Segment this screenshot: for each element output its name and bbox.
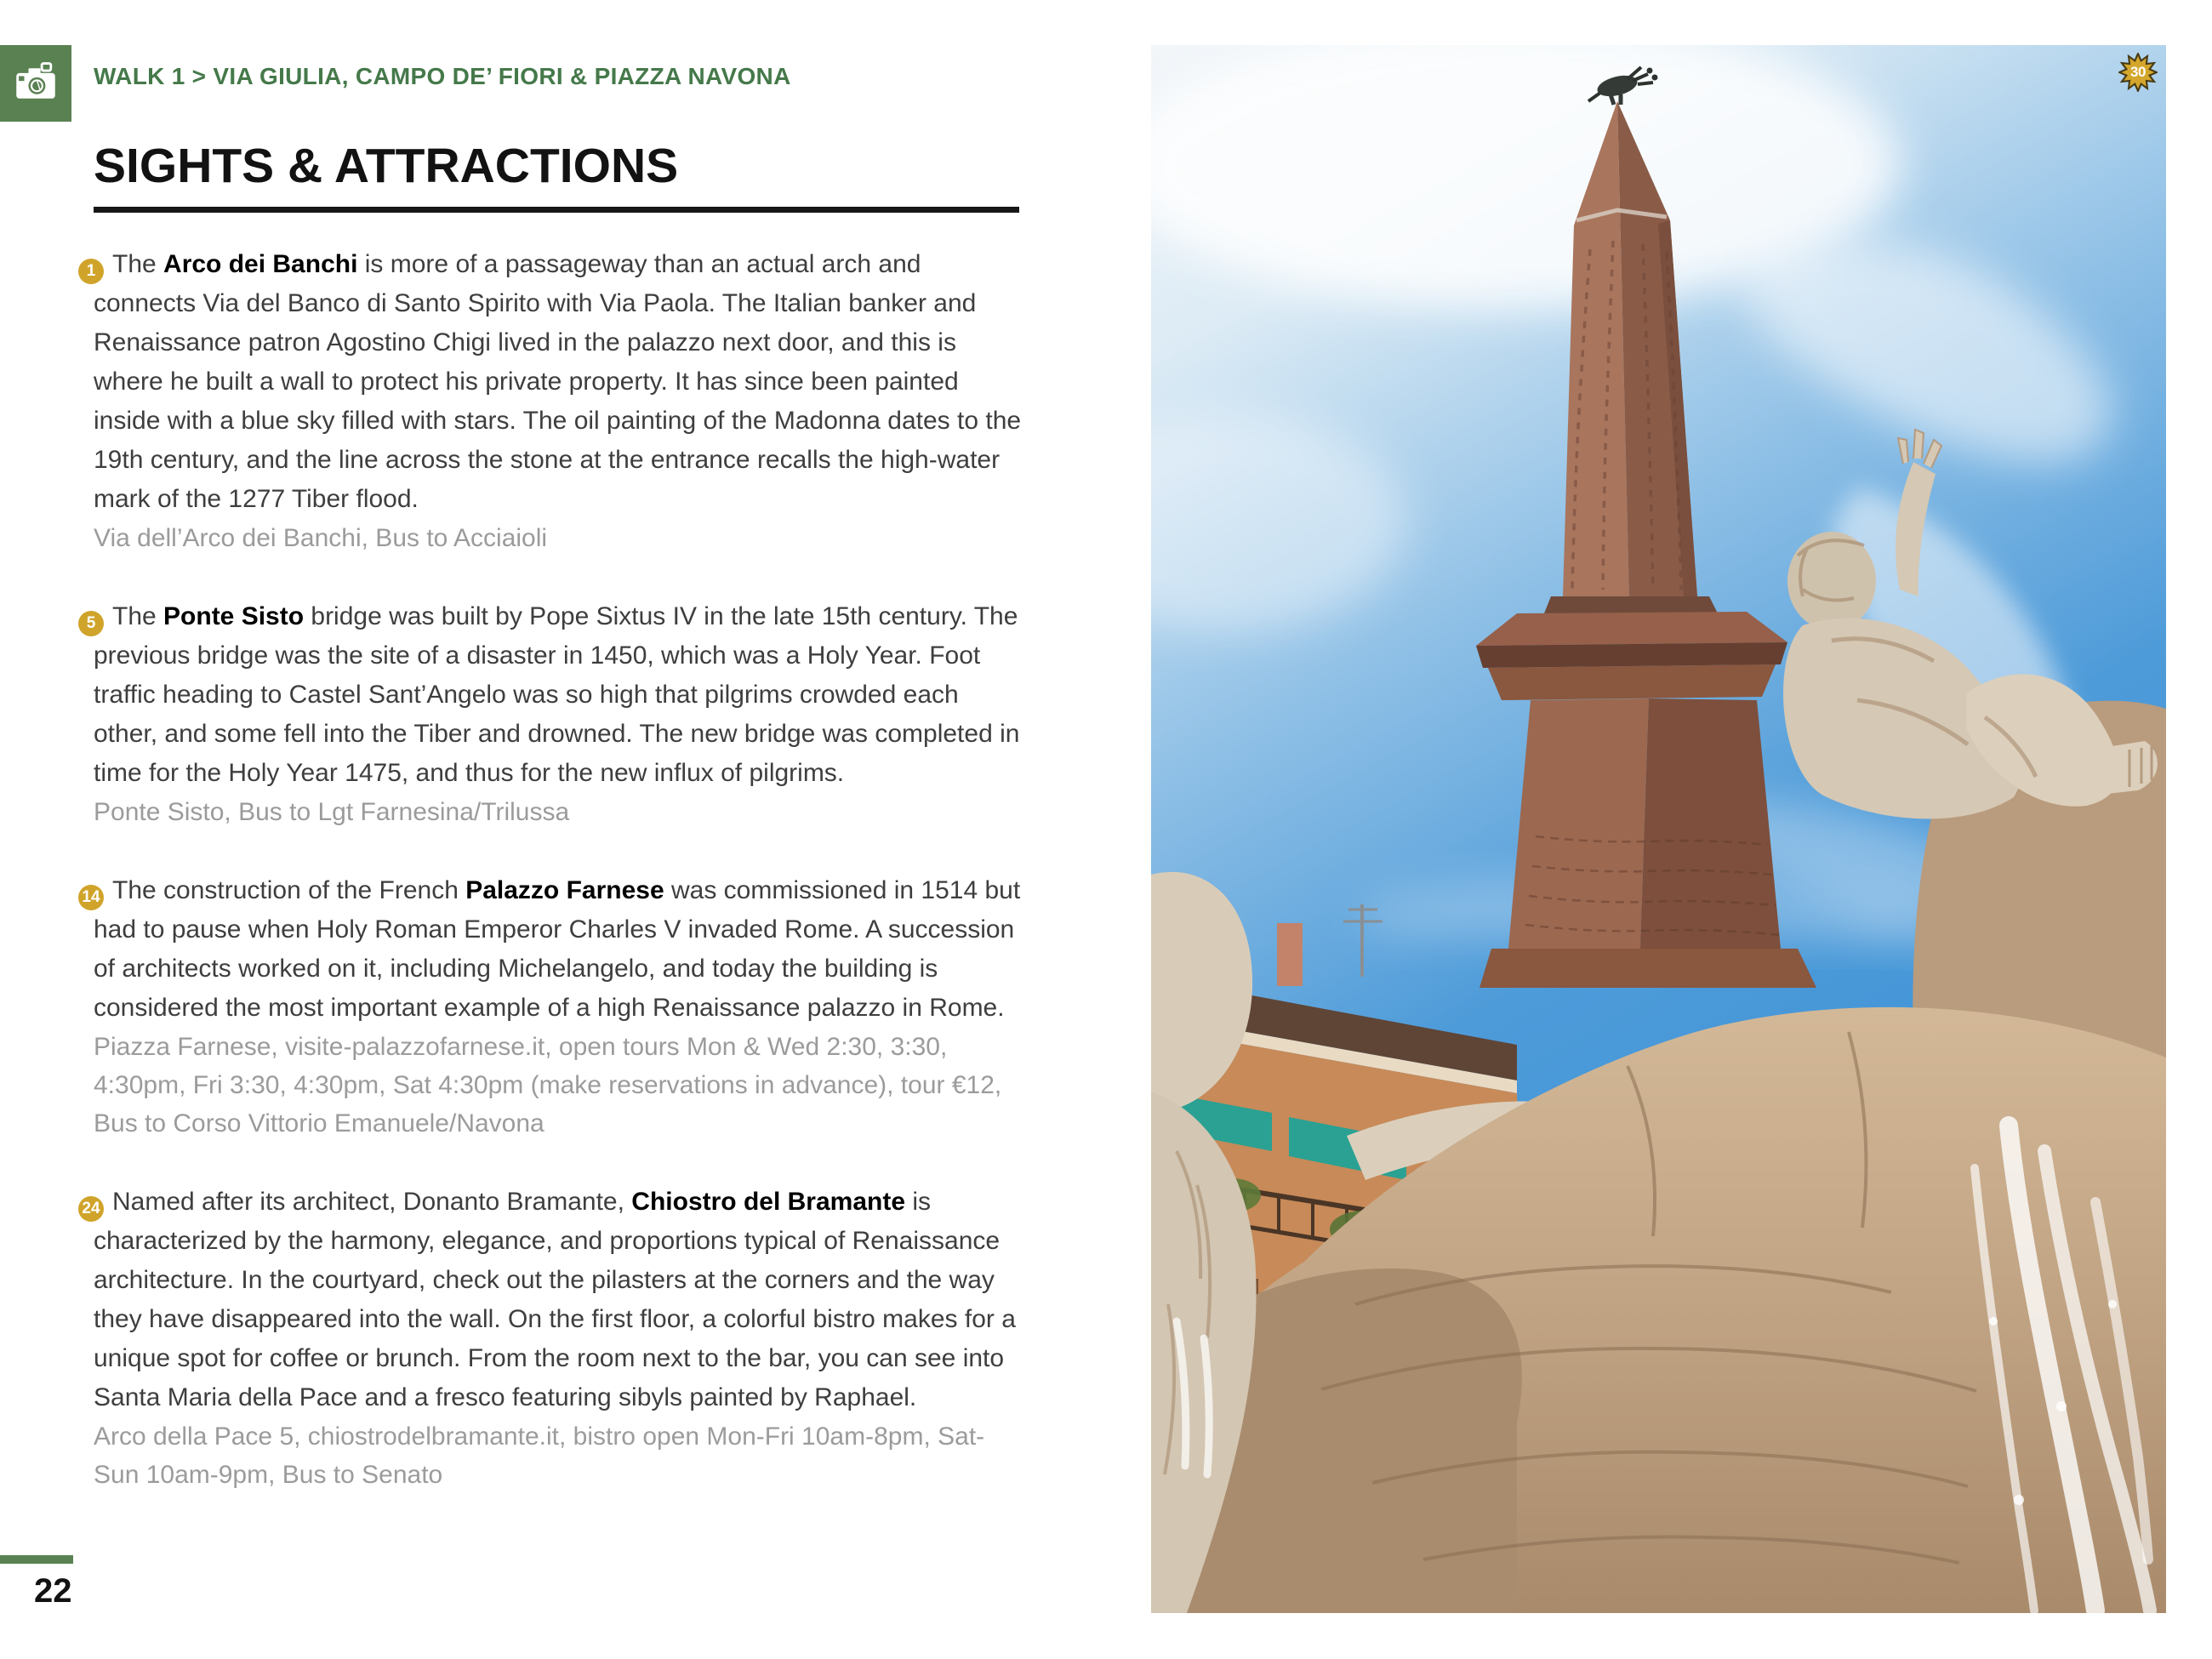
sight-item bbox=[86, 245, 1028, 557]
sight-name-bold: Chiostro del Bramante bbox=[631, 1187, 906, 1216]
sight-number-badge: 14 bbox=[78, 885, 104, 910]
walk-breadcrumb: WALK 1 > VIA GIULIA, CAMPO DE’ FIORI & PIAZZA NAVONA bbox=[94, 63, 791, 89]
sight-name-bold: Arco dei Banchi bbox=[163, 249, 358, 278]
footer-green-bar bbox=[0, 1555, 73, 1564]
sight-body-text: The bbox=[112, 601, 164, 630]
sight-body-text: is characterized by the harmony, elegance, and proportions typical of Renaissance architecture. In the courtyard, check out the pilasters at the corners and the way they have disappeared into the wall. On the first floor, a colorful bistro makes for a unique spot for coffee or brunch. From the room next to the bar, you can see into Santa Maria della Pace and a fresco featuring sibyls painted by Raphael. bbox=[94, 1187, 1016, 1411]
sight-info-line: Arco della Pace 5, chiostrodelbramante.it, bistro open Mon-Fri 10am-8pm, Sat-Sun 10am-9pm, Bus to Senato bbox=[94, 1422, 985, 1489]
photo-number-badge bbox=[2118, 53, 2158, 92]
sight-text bbox=[82, 1183, 1028, 1417]
sight-number-badge: 24 bbox=[78, 1196, 104, 1222]
sights-list bbox=[82, 245, 1028, 1494]
fountain-photo-scene bbox=[1151, 45, 2166, 1613]
sight-item bbox=[82, 871, 1028, 1143]
sight-item bbox=[82, 1183, 1028, 1494]
sight-info-line: Ponte Sisto, Bus to Lgt Farnesina/Trilussa bbox=[94, 797, 570, 826]
sight-body-text: The bbox=[112, 249, 164, 278]
sight-info-line: Piazza Farnese, visite-palazzofarnese.it, open tours Mon & Wed 2:30, 3:30, 4:30pm, Fri 3:30, 4:30pm, Sat 4:30pm (make reservations in advance), tour €12, Bus to Corso Vittorio Emanuele/Navona bbox=[94, 1032, 1002, 1137]
sight-body-text: bridge was built by Pope Sixtus IV in the late 15th century. The previous bridge was the site of a disaster in 1450, which was a Holy Year. Foot traffic heading to Castel Sant’Angelo was so high that pilgrims crowded each other, and some fell into the Tiber and drowned. The new bridge was completed in time for the Holy Year 1475, and thus for the new influx of pilgrims. bbox=[94, 601, 1020, 787]
camera-icon bbox=[10, 56, 61, 111]
sight-body-text: The construction of the French bbox=[112, 875, 466, 904]
page-number: 22 bbox=[34, 1572, 72, 1610]
sight-info-line: Via dell’Arco dei Banchi, Bus to Acciaioli bbox=[94, 523, 548, 552]
sight-body-text: was commissioned in 1514 but had to pause when Holy Roman Emperor Charles V invaded Rome. A succession of architects worked on it, including Michelangelo, and today the building is considered the most important example of a high Renaissance palazzo in Rome. bbox=[94, 875, 1021, 1022]
title-underline bbox=[94, 207, 1019, 213]
sight-body-text: Named after its architect, Donanto Bramante, bbox=[112, 1187, 632, 1216]
sight-number-badge: 5 bbox=[78, 611, 104, 636]
sight-item bbox=[86, 597, 1028, 831]
sights-column bbox=[82, 139, 1028, 1534]
sight-body-text: is more of a passageway than an actual arch and connects Via del Banco di Santo Spirito with Via Paola. The Italian banker and Renaissance patron Agostino Chigi lived in the palazzo next door, and this is where he built a wall to protect his private property. It has since been painted inside with a blue sky filled with stars. The oil painting of the Madonna dates to the 19th century, and the line across the stone at the entrance recalls the high-water mark of the 1277 Tiber flood. bbox=[94, 249, 1022, 513]
sight-text bbox=[86, 597, 1028, 793]
page-title: SIGHTS & ATTRACTIONS bbox=[94, 139, 679, 193]
fountain-photo bbox=[1151, 45, 2166, 1613]
sight-name-bold: Palazzo Farnese bbox=[465, 875, 664, 904]
sight-number-badge: 1 bbox=[78, 259, 104, 284]
sight-text bbox=[82, 871, 1028, 1028]
sight-text bbox=[86, 245, 1028, 519]
camera-icon-tile bbox=[0, 45, 71, 122]
photo-badge-number: 30 bbox=[2130, 64, 2146, 80]
sight-name-bold: Ponte Sisto bbox=[163, 601, 305, 630]
